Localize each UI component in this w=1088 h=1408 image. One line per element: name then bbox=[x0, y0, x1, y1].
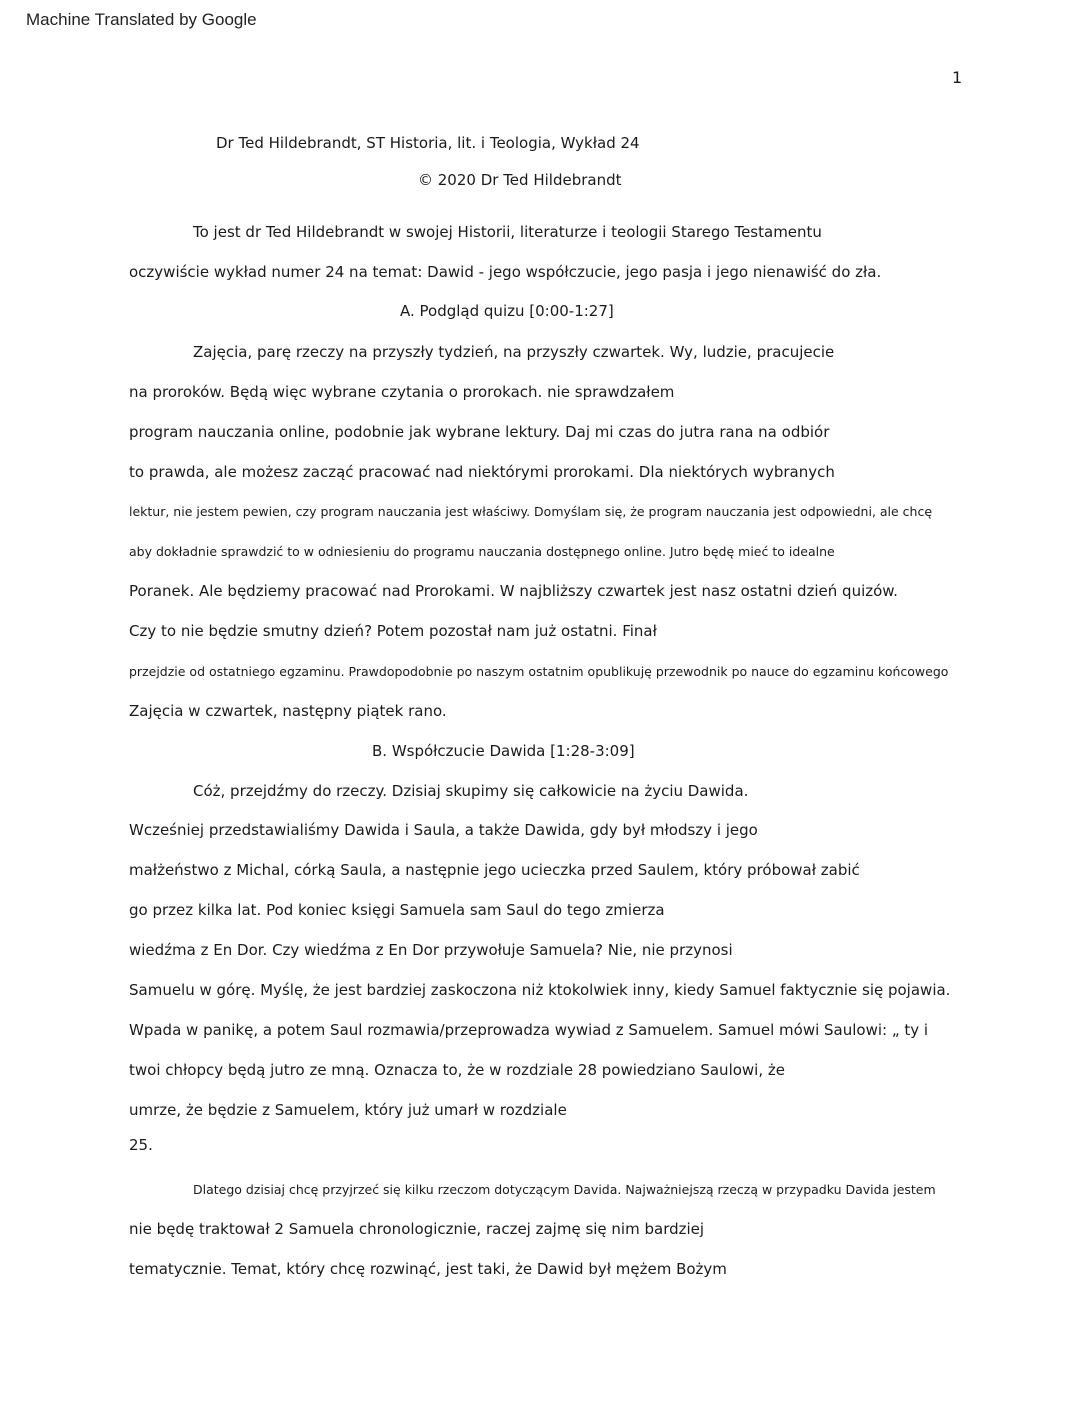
section-b-line: Wpada w panikę, a potem Saul rozmawia/przeprowadza wywiad z Samuelem. Samuel mówi Saulowi: „ ty i bbox=[129, 1021, 929, 1039]
section-a-line: lektur, nie jestem pewien, czy program nauczania jest właściwy. Domyślam się, że program nauczania jest odpowiedni, ale chcę bbox=[129, 504, 933, 519]
section-a-line: Zajęcia w czwartek, następny piątek rano. bbox=[129, 702, 447, 720]
copyright-line: © 2020 Dr Ted Hildebrandt bbox=[418, 171, 622, 189]
page-number: 1 bbox=[952, 68, 963, 87]
section-b-heading: B. Współczucie Dawida [1:28-3:09] bbox=[372, 742, 635, 760]
intro-line: oczywiście wykład numer 24 na temat: Dawid - jego współczucie, jego pasja i jego nienawiść do zła. bbox=[129, 263, 882, 281]
section-a-line: Zajęcia, parę rzeczy na przyszły tydzień, na przyszły czwartek. Wy, ludzie, pracujecie bbox=[193, 343, 835, 361]
document-title: Dr Ted Hildebrandt, ST Historia, lit. i Teologia, Wykład 24 bbox=[216, 134, 640, 152]
section-a-line: Poranek. Ale będziemy pracować nad Prorokami. W najbliższy czwartek jest nasz ostatni dzień quizów. bbox=[129, 582, 898, 600]
section-a-heading: A. Podgląd quizu [0:00-1:27] bbox=[400, 302, 614, 320]
section-a-line: aby dokładnie sprawdzić to w odniesieniu do programu nauczania dostępnego online. Jutro będę mieć to idealne bbox=[129, 544, 835, 559]
section-b-line: wiedźma z En Dor. Czy wiedźma z En Dor przywołuje Samuela? Nie, nie przynosi bbox=[129, 941, 733, 959]
section-a-line: program nauczania online, podobnie jak wybrane lektury. Daj mi czas do jutra rana na odbiór bbox=[129, 423, 830, 441]
section-b-line: umrze, że będzie z Samuelem, który już umarł w rozdziale bbox=[129, 1101, 567, 1119]
section-b-line: twoi chłopcy będą jutro ze mną. Oznacza to, że w rozdziale 28 powiedziano Saulowi, że bbox=[129, 1061, 785, 1079]
section-a-line: to prawda, ale możesz zacząć pracować nad niektórymi prorokami. Dla niektórych wybranych bbox=[129, 463, 835, 481]
machine-translation-banner: Machine Translated by Google bbox=[26, 10, 257, 29]
section-b-line: 25. bbox=[129, 1136, 153, 1154]
section-b-line: go przez kilka lat. Pod koniec księgi Samuela sam Saul do tego zmierza bbox=[129, 901, 665, 919]
section-a-line: przejdzie od ostatniego egzaminu. Prawdopodobnie po naszym ostatnim opublikuję przewodnik po nauce do egzaminu końcowego bbox=[129, 664, 949, 679]
section-a-line: Czy to nie będzie smutny dzień? Potem pozostał nam już ostatni. Finał bbox=[129, 622, 657, 640]
section-b-line: małżeństwo z Michal, córką Saula, a następnie jego ucieczka przed Saulem, który próbował zabić bbox=[129, 861, 860, 879]
paragraph-line: Dlatego dzisiaj chcę przyjrzeć się kilku rzeczom dotyczącym Davida. Najważniejszą rzeczą w przypadku Davida jestem bbox=[193, 1182, 936, 1197]
section-b-line: Wcześniej przedstawialiśmy Dawida i Saula, a także Dawida, gdy był młodszy i jego bbox=[129, 821, 758, 839]
section-b-line: Samuelu w górę. Myślę, że jest bardziej zaskoczona niż ktokolwiek inny, kiedy Samuel faktycznie się pojawia. bbox=[129, 981, 951, 999]
section-b-line: Cóż, przejdźmy do rzeczy. Dzisiaj skupimy się całkowicie na życiu Dawida. bbox=[193, 782, 749, 800]
intro-line: To jest dr Ted Hildebrandt w swojej Historii, literaturze i teologii Starego Testamentu bbox=[193, 223, 822, 241]
paragraph-line: nie będę traktował 2 Samuela chronologicznie, raczej zajmę się nim bardziej bbox=[129, 1220, 705, 1238]
section-a-line: na proroków. Będą więc wybrane czytania o prorokach. nie sprawdzałem bbox=[129, 383, 675, 401]
paragraph-line: tematycznie. Temat, który chcę rozwinąć, jest taki, że Dawid był mężem Bożym bbox=[129, 1260, 727, 1278]
